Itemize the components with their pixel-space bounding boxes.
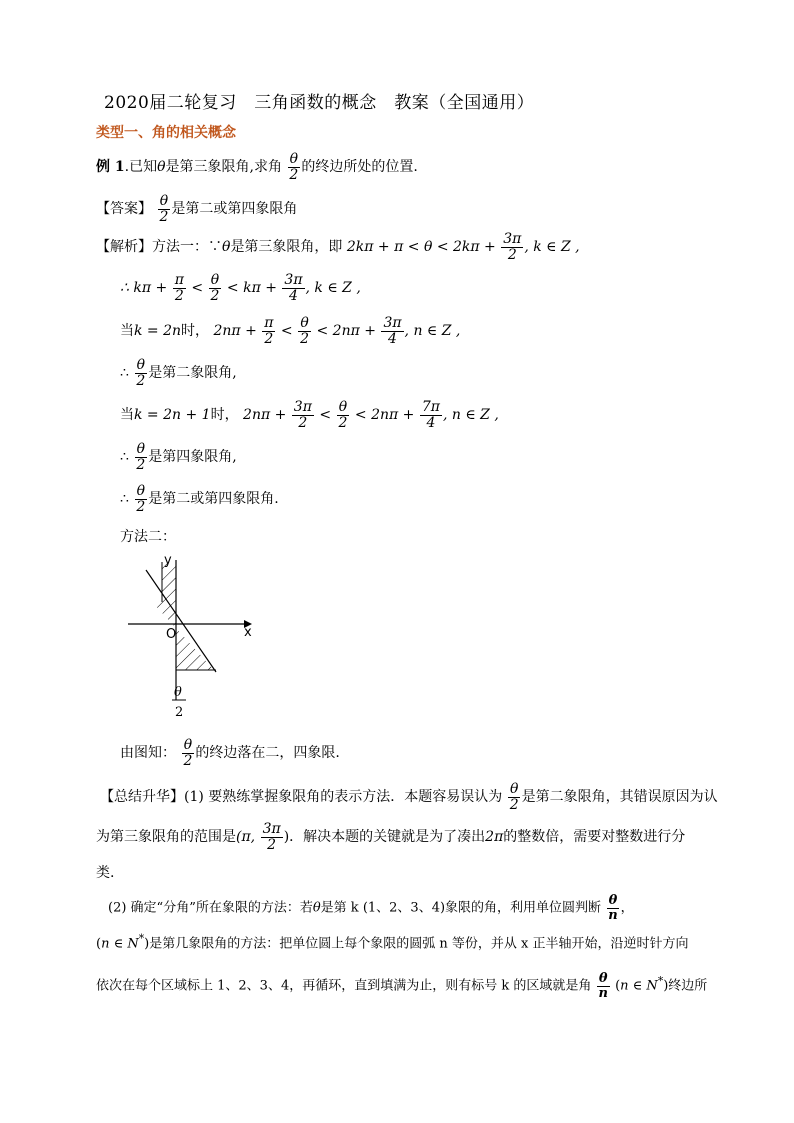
figure-caption: 由图知： $\frac{\theta}{2}$ 的终边落在二，四象限. (120, 737, 340, 769)
hatch-region-q4 (176, 628, 214, 670)
answer-text: 是第二或第四象限角 (171, 201, 298, 218)
origin-label: O (166, 627, 177, 642)
fraction-theta-over-2: $\frac{\theta}{2}$ (289, 151, 299, 183)
summary-label: 【总结升华】 (100, 789, 184, 806)
summary-line-4: (2) 确定“分角”所在象限的方法：若θ是第 k (1、2、3、4)象限的角，利用单位圆判断 $\frac{\theta}{n}$ ， (108, 893, 634, 923)
page-title: 2020届二轮复习 三角函数的概念 教案（全国通用） (104, 93, 535, 113)
fraction-3pi-over-2: $\frac{3\pi}{2}$ (503, 231, 522, 263)
summary-line-5: (n ∈ N*)是第几象限角的方法：把单位圆上每个象限的圆弧 n 等份，并从 x 正半轴开始，沿逆时针方向 (96, 932, 689, 952)
y-label: y (164, 553, 172, 568)
fig-two: 2 (175, 705, 184, 720)
analysis-q2: ∴ $\frac{\theta}{2}$ 是第二象限角, (120, 357, 237, 389)
analysis-case-2: 当k = 2n + 1时， 2nπ + $\frac{3\pi}{2}$ < $\frac{\theta}{2}$ < 2nπ + $\frac{7\pi}{4}$ , n ∈ Z , (120, 399, 499, 431)
fig-theta: θ (174, 685, 182, 700)
analysis-conclusion: ∴ $\frac{\theta}{2}$ 是第二或第四象限角. (120, 483, 279, 515)
summary-line-3: 类. (96, 865, 115, 881)
section-title: 类型一、角的相关概念 (96, 125, 236, 141)
method-2-label: 方法二： (120, 529, 176, 545)
analysis-line-2: ∴ kπ + $\frac{\pi}{2}$ < $\frac{\theta}{2}$ < kπ + $\frac{3\pi}{4}$ , k ∈ Z , (120, 272, 361, 304)
example-label: 例 1 (96, 159, 125, 176)
analysis-line-1: 【解析】方法一：∵θ是第三象限角，即 2kπ + π < θ < 2kπ + $\frac{3\pi}{2}$ , k ∈ Z , (96, 231, 580, 263)
analysis-q4: ∴ $\frac{\theta}{2}$ 是第四象限角, (120, 441, 237, 473)
quadrant-figure (124, 550, 264, 722)
answer (96, 194, 297, 224)
hatch-region-q2 (152, 562, 176, 628)
theta-symbol: θ (157, 159, 166, 176)
answer-label: 【答案】 (96, 201, 152, 218)
x-label: x (244, 625, 252, 640)
analysis-label: 【解析】 (96, 239, 152, 256)
example-1: 例 1.已知θ是第三象限角,求角 $\frac{\theta}{2}$ 的终边所处的位置. (96, 151, 418, 183)
summary-line-2: 为第三象限角的范围是(π, $\frac{3\pi}{2}$ )．解决本题的关键就是为了凑出2π的整数倍，需要对整数进行分 (96, 821, 686, 853)
summary-line-6: 依次在每个区域标上 1、2、3、4，再循环，直到填满为止，则有标号 k 的区域就是角 $\frac{\theta}{n}$ (n ∈ N*)终边所 (96, 971, 708, 1001)
analysis-case-1: 当k = 2n时， 2nπ + $\frac{\pi}{2}$ < $\frac{\theta}{2}$ < 2nπ + $\frac{3\pi}{4}$ , n ∈ Z , (120, 315, 461, 347)
fraction-theta-over-2: $\frac{\theta}{2}$ (159, 193, 169, 225)
summary-line-1: 【总结升华】(1) 要熟练掌握象限角的表示方法．本题容易误认为 $\frac{\theta}{2}$ 是第二象限角，其错误原因为认 (100, 781, 718, 813)
